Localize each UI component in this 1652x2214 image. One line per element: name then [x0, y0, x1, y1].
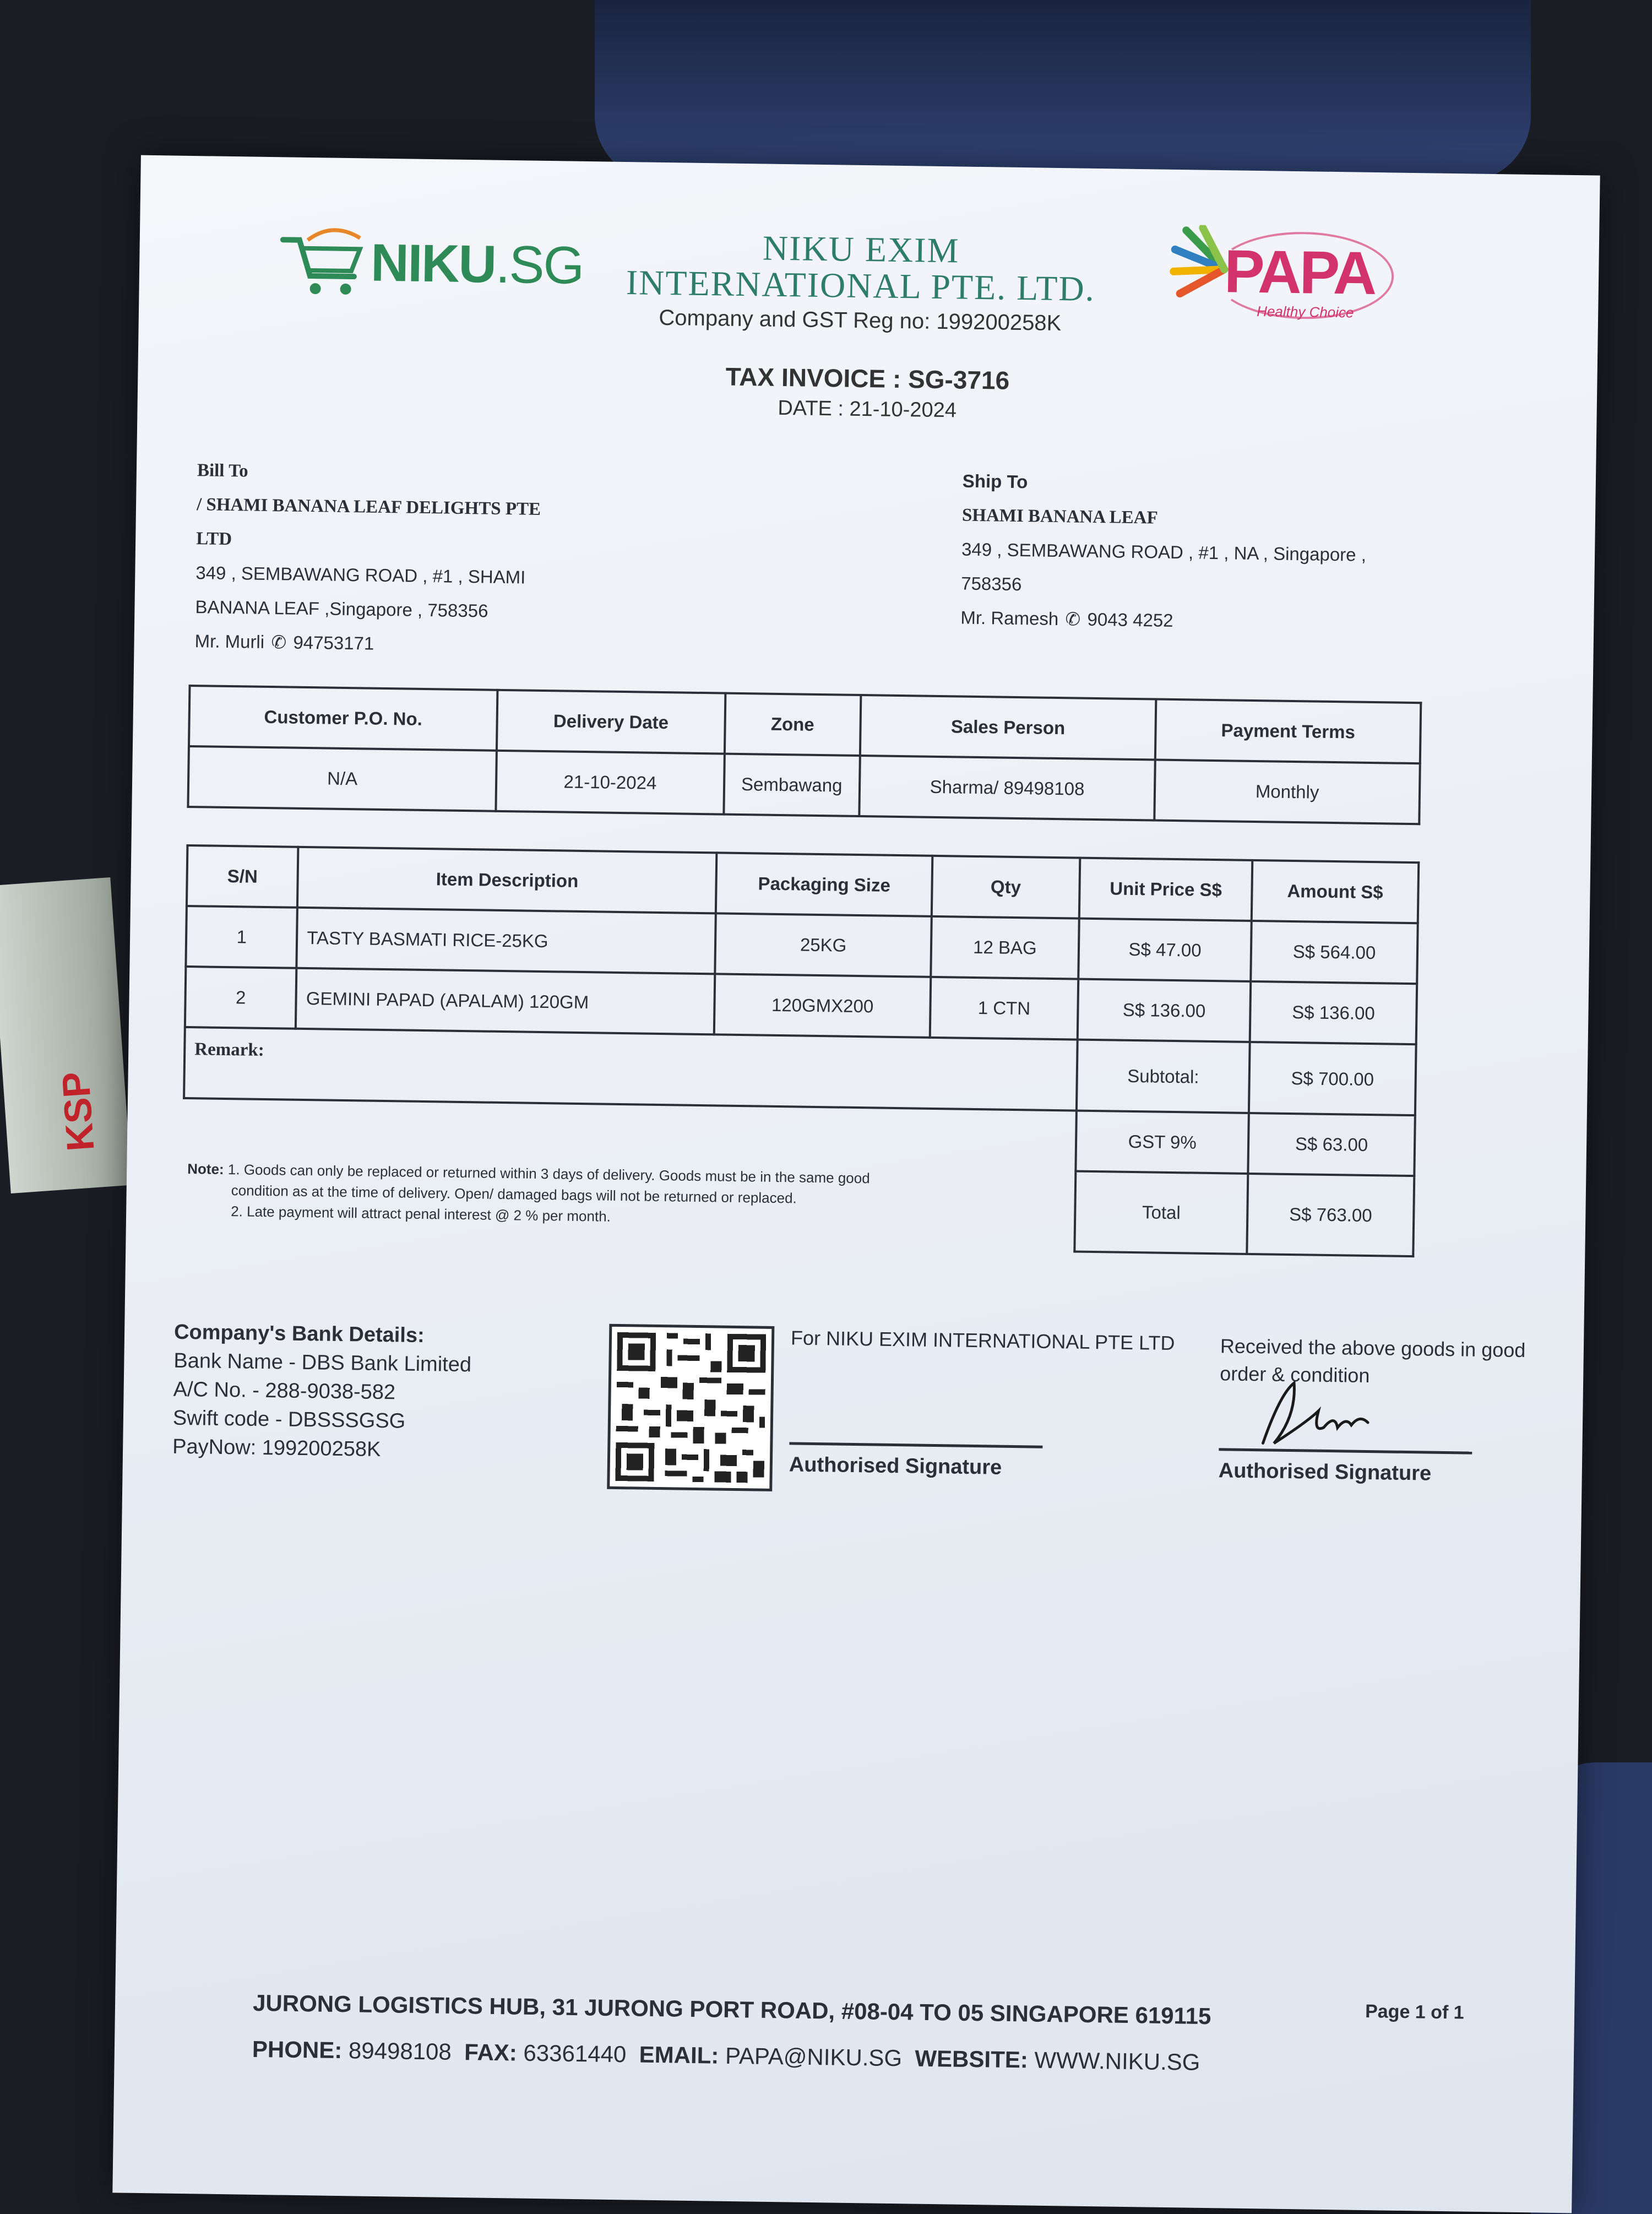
footer-fax: 63361440	[523, 2039, 627, 2068]
authorised-signature-left: Authorised Signature	[789, 1453, 1002, 1479]
shopping-cart-icon	[276, 223, 371, 301]
invoice-date: DATE : 21-10-2024	[778, 396, 957, 422]
company-name-line2: INTERNATIONAL PTE. LTD.	[626, 263, 1096, 308]
background-card	[0, 877, 132, 1193]
ship-to-address-line1: 349 , SEMBAWANG ROAD , #1 , NA , Singapore ,	[961, 539, 1367, 565]
gst-value: S$ 63.00	[1248, 1113, 1415, 1176]
table-cell: Sembawang	[724, 754, 860, 816]
handwritten-signature-icon	[1241, 1360, 1385, 1456]
table-cell: Monthly	[1155, 760, 1420, 824]
note-line1b: condition as at the time of delivery. Open/ damaged bags will not be returned or replaced.	[231, 1182, 797, 1207]
niku-brand-text: NIKU.SG	[370, 233, 584, 295]
bill-to-address-line1: 349 , SEMBAWANG ROAD , #1 , SHAMI	[195, 562, 526, 588]
subtotal-value: S$ 700.00	[1249, 1042, 1416, 1115]
company-reg-number: Company and GST Reg no: 199200258K	[659, 305, 1062, 336]
company-name-line1: NIKU EXIM	[762, 228, 960, 270]
table-cell: 12 BAG	[931, 916, 1079, 979]
invoice-title-block	[137, 354, 1597, 432]
page-number: Page 1 of 1	[1365, 2001, 1464, 2023]
table-header-cell: Unit Price S$	[1079, 858, 1253, 921]
card-logo-text: KSP	[53, 1070, 102, 1153]
total-value: S$ 763.00	[1247, 1174, 1414, 1256]
table-header-cell: Sales Person	[860, 695, 1156, 759]
notes-section	[187, 1158, 1041, 1233]
table-cell: 21-10-2024	[496, 751, 724, 815]
total-label: Total	[1074, 1171, 1248, 1254]
footer-phone: 89498108	[348, 2037, 452, 2065]
niku-logo	[276, 223, 584, 305]
footer-email-label: EMAIL:	[639, 2041, 719, 2069]
papa-logo	[1169, 219, 1401, 333]
footer-fax-label: FAX:	[464, 2039, 518, 2066]
qr-code-icon	[607, 1324, 774, 1491]
background-jeans	[595, 0, 1531, 182]
gst-label: GST 9%	[1075, 1111, 1249, 1174]
table-header-cell: S/N	[187, 845, 298, 908]
footer	[252, 1980, 1211, 2086]
table-cell: S$ 47.00	[1078, 919, 1252, 981]
table-cell: 1 CTN	[930, 977, 1078, 1040]
table-cell: S$ 136.00	[1250, 981, 1417, 1044]
note-line2: 2. Late payment will attract penal interest @ 2 % per month.	[230, 1203, 611, 1225]
table-header-cell: Delivery Date	[497, 690, 725, 754]
bill-to-address-line2: BANANA LEAF ,Singapore , 758356	[195, 596, 488, 621]
bill-to-name-line1: / SHAMI BANANA LEAF DELIGHTS PTE	[196, 495, 541, 519]
ship-to-name: SHAMI BANANA LEAF	[961, 505, 1158, 528]
table-header-cell: Zone	[725, 693, 861, 756]
ship-to-phone: 9043 4252	[1087, 609, 1173, 631]
table-cell: S$ 136.00	[1078, 979, 1251, 1042]
papa-brand-text: PAPA	[1224, 237, 1376, 307]
bank-details	[172, 1318, 472, 1466]
bank-heading: Company's Bank Details:	[173, 1320, 425, 1348]
authorised-signature-right: Authorised Signature	[1218, 1459, 1432, 1485]
bill-to-contact-name: Mr. Murli	[194, 631, 265, 652]
table-cell: GEMINI PAPAD (APALAM) 120GM	[296, 968, 715, 1035]
received-goods-text: Received the above goods in good order & condition	[1219, 1334, 1526, 1387]
footer-phone-label: PHONE:	[252, 2036, 343, 2064]
ship-to-section	[960, 464, 1458, 642]
ship-to-contact-name: Mr. Ramesh	[960, 607, 1059, 630]
bill-to-name-line2: LTD	[195, 529, 232, 550]
note-text-1: 1. Goods can only be replaced or returned within 3 days of delivery. Goods must be in the same good	[227, 1161, 870, 1187]
table-cell: TASTY BASMATI RICE-25KG	[297, 908, 716, 974]
footer-email: PAPA@NIKU.SG	[725, 2042, 903, 2071]
table-header-cell: Payment Terms	[1155, 699, 1421, 764]
bill-to-heading: Bill To	[197, 460, 248, 481]
signature-line-left	[789, 1442, 1042, 1448]
phone-icon: ✆	[271, 632, 287, 653]
subtotal-label: Subtotal:	[1077, 1040, 1250, 1113]
bill-to-phone: 94753171	[293, 632, 374, 654]
invoice-title: TAX INVOICE : SG-3716	[725, 362, 1010, 395]
table-cell: 1	[186, 906, 297, 968]
phone-icon: ✆	[1065, 609, 1081, 630]
footer-website-label: WEBSITE:	[915, 2045, 1029, 2073]
bank-account: A/C No. - 288-9038-582	[173, 1377, 396, 1404]
footer-website: WWW.NIKU.SG	[1034, 2047, 1200, 2075]
table-cell: 25KG	[715, 913, 932, 976]
table-header-cell: Qty	[932, 856, 1080, 919]
table-cell: 2	[185, 967, 297, 1029]
ship-to-address-line2: 758356	[960, 573, 1022, 595]
table-header-cell: Item Description	[297, 847, 717, 914]
table-header-cell: Customer P.O. No.	[189, 686, 497, 751]
notes-label: Note:	[187, 1160, 224, 1177]
table-header-cell: Packaging Size	[716, 853, 932, 916]
table-cell: N/A	[188, 746, 496, 811]
table-cell: Sharma/ 89498108	[859, 756, 1155, 820]
bill-to-section	[194, 453, 693, 665]
company-header	[612, 228, 1109, 337]
footer-address-text: JURONG LOGISTICS HUB, 31 JURONG PORT ROAD, #08-04 TO 05 SINGAPORE 619115	[252, 1989, 1211, 2029]
invoice-paper	[112, 155, 1600, 2213]
bill-to-contact	[194, 624, 691, 665]
remark-label: Remark:	[184, 1027, 1078, 1111]
table-header-cell: Amount S$	[1252, 860, 1419, 923]
papa-tagline: Healthy Choice	[1256, 303, 1354, 321]
bank-swift: Swift code - DBSSSGSG	[172, 1406, 406, 1433]
ship-to-contact	[960, 601, 1457, 642]
order-info-table	[187, 685, 1422, 825]
table-cell: 120GMX200	[714, 974, 931, 1037]
table-cell: S$ 564.00	[1251, 921, 1417, 984]
for-company-text: For NIKU EXIM INTERNATIONAL PTE LTD	[790, 1326, 1175, 1355]
ship-to-heading: Ship To	[962, 470, 1028, 492]
bank-name: Bank Name - DBS Bank Limited	[173, 1349, 472, 1377]
bank-paynow: PayNow: 199200258K	[172, 1435, 381, 1461]
